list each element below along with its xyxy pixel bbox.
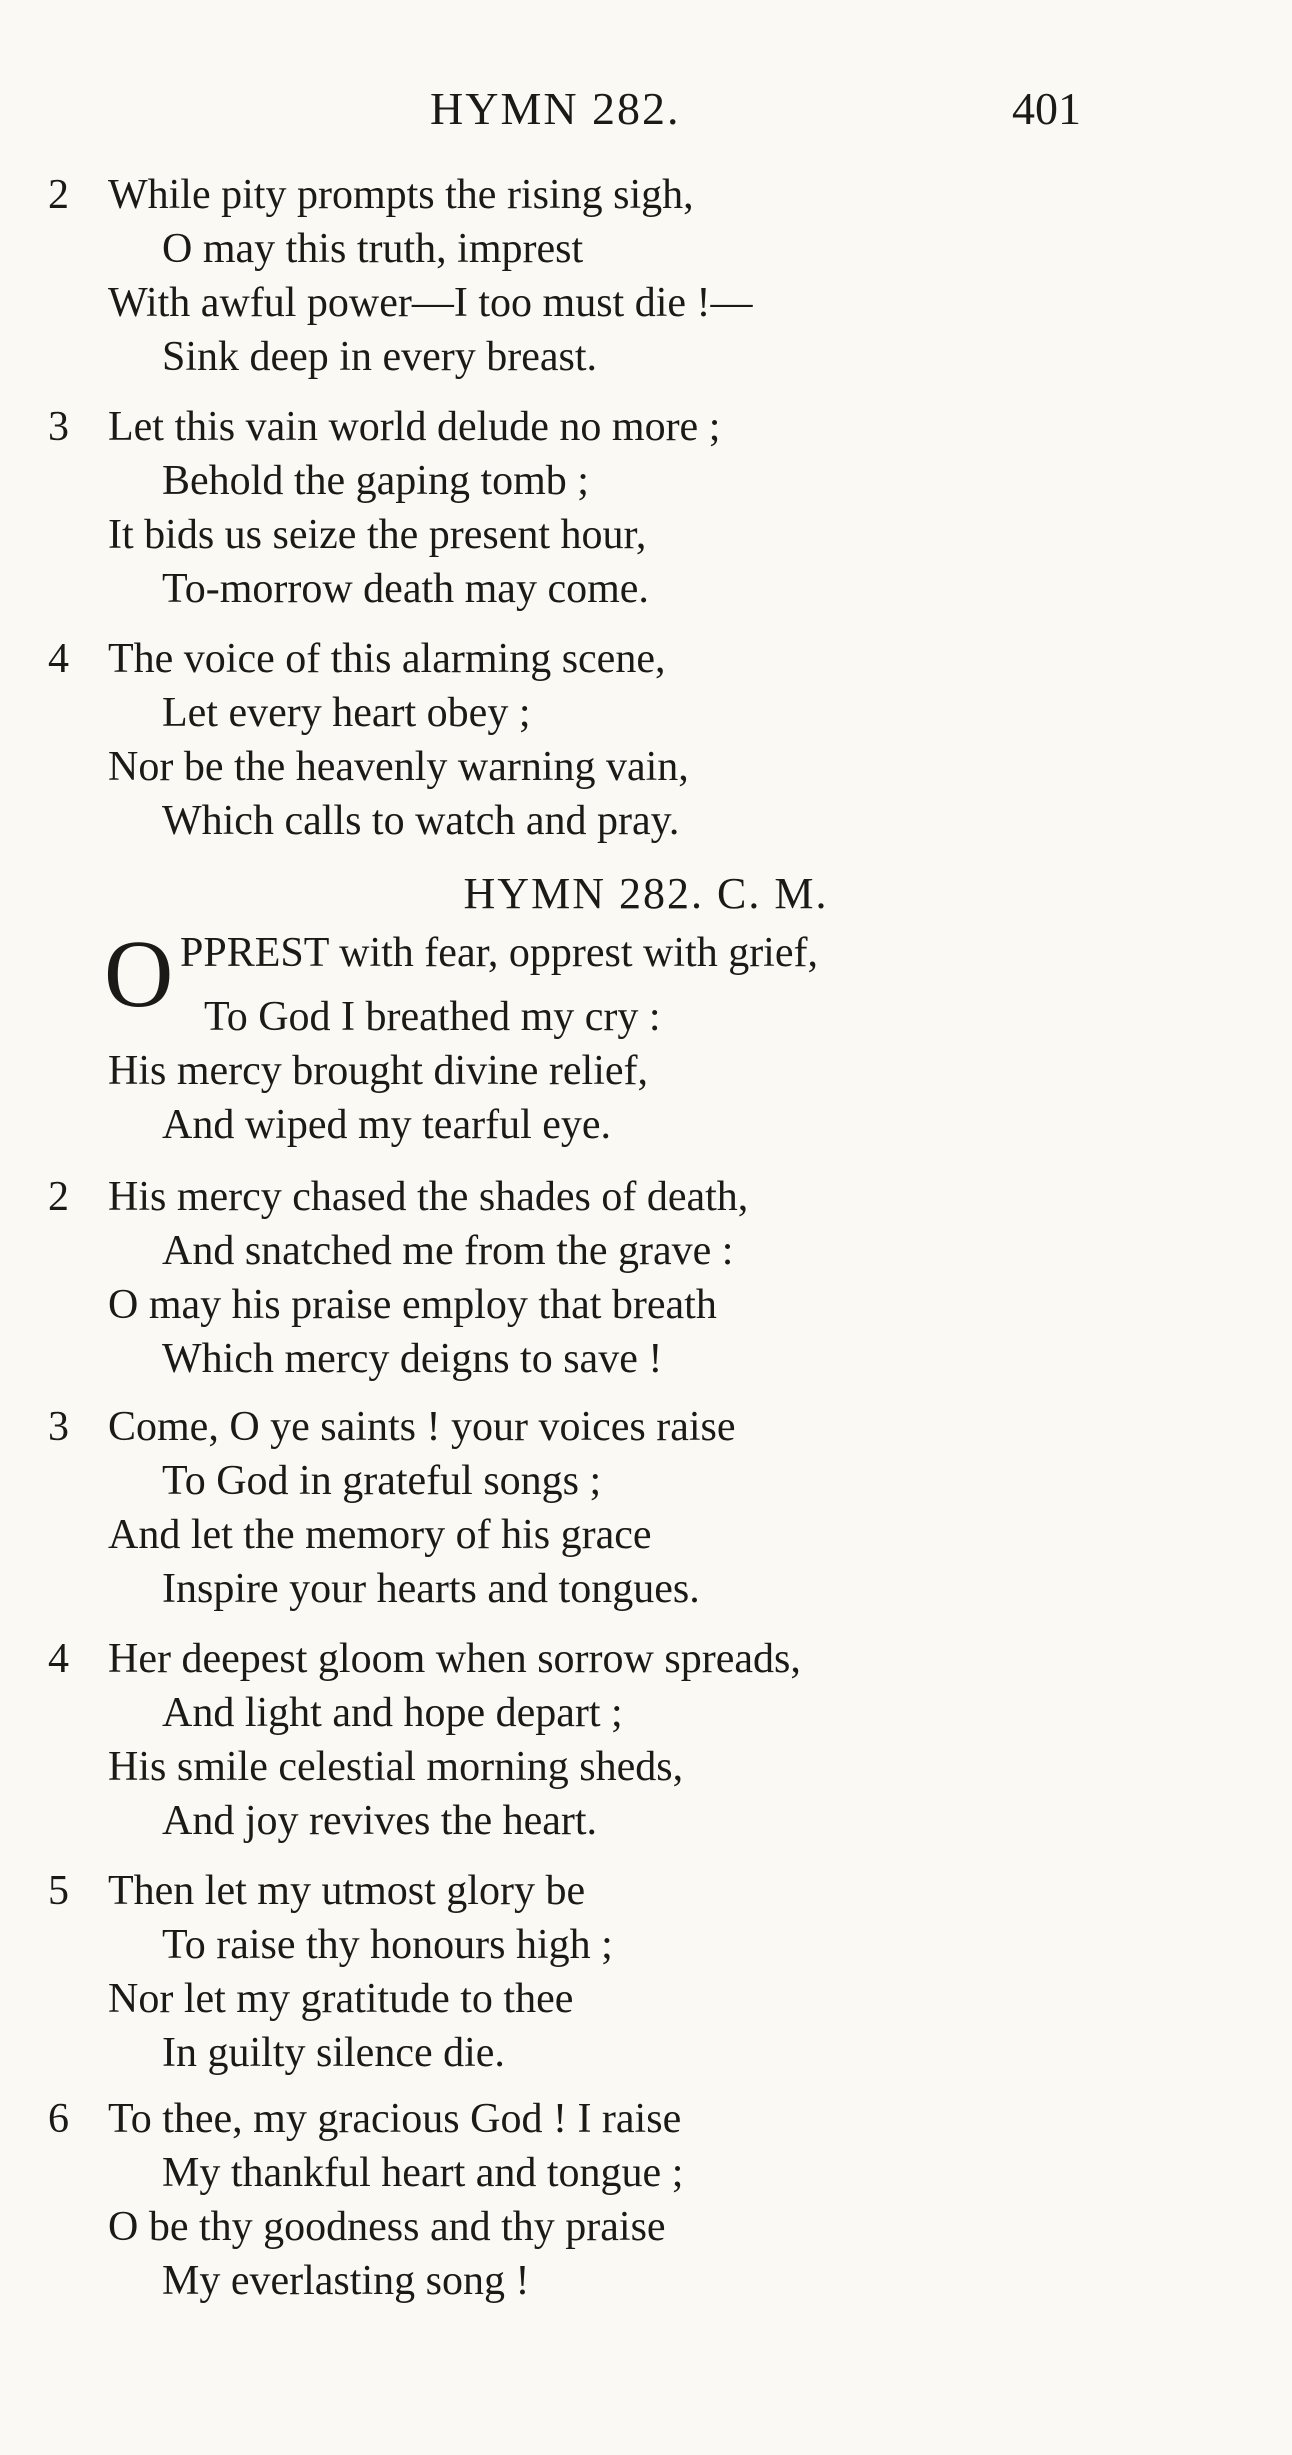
verse-line: To raise thy honours high ; xyxy=(162,1922,613,1968)
verse-line: To thee, my gracious God ! I raise xyxy=(108,2096,682,2142)
stanza-number: 4 xyxy=(48,636,69,682)
hymn-title: HYMN 282. C. M. xyxy=(463,869,829,918)
verse-line: The voice of this alarming scene, xyxy=(108,636,666,682)
running-head: HYMN 282. xyxy=(430,83,681,134)
verse-line: Which mercy deigns to save ! xyxy=(162,1336,663,1382)
verse-line: Let this vain world delude no more ; xyxy=(108,404,721,450)
hymn-stanza-4 xyxy=(0,1632,1292,1848)
prev-stanza-3 xyxy=(0,400,1292,616)
verse-line: Behold the gaping tomb ; xyxy=(162,458,589,504)
verse-line: My thankful heart and tongue ; xyxy=(162,2150,684,2196)
verse-line: Nor let my gratitude to thee xyxy=(108,1976,574,2022)
hymn-stanza-1 xyxy=(0,990,1292,1152)
stanza-number: 4 xyxy=(48,1636,69,1682)
hymn-stanza-6 xyxy=(0,2092,1292,2308)
prev-stanza-4 xyxy=(0,632,1292,848)
verse-line: His mercy brought divine relief, xyxy=(108,1048,649,1094)
prev-stanza-2 xyxy=(0,168,1292,384)
hymn-stanza-3 xyxy=(0,1400,1292,1616)
verse-line: O may his praise employ that breath xyxy=(108,1282,717,1328)
verse-line: His smile celestial morning sheds, xyxy=(108,1744,684,1790)
verse-line: Let every heart obey ; xyxy=(162,690,531,736)
verse-line: In guilty silence die. xyxy=(162,2030,505,2076)
stanza-number: 3 xyxy=(48,404,69,450)
stanza-number: 3 xyxy=(48,1404,69,1450)
hymn-stanza-2 xyxy=(0,1170,1292,1386)
verse-line: PPREST with fear, opprest with grief, xyxy=(180,930,818,976)
verse-line: O may this truth, imprest xyxy=(162,226,584,272)
verse-line: And let the memory of his grace xyxy=(108,1512,652,1558)
stanza-number: 2 xyxy=(48,172,69,218)
verse-line: Nor be the heavenly warning vain, xyxy=(108,744,689,790)
verse-line: And snatched me from the grave : xyxy=(162,1228,734,1274)
page-header xyxy=(0,82,1292,142)
verse-line: To God I breathed my cry : xyxy=(204,994,661,1040)
verse-line: With awful power—I too must die !— xyxy=(108,280,753,326)
verse-line: Come, O ye saints ! your voices raise xyxy=(108,1404,736,1450)
verse-line: Inspire your hearts and tongues. xyxy=(162,1566,700,1612)
verse-line: Then let my utmost glory be xyxy=(108,1868,586,1914)
verse-line: My everlasting song ! xyxy=(162,2258,530,2304)
verse-line: Her deepest gloom when sorrow spreads, xyxy=(108,1636,801,1682)
verse-line: O be thy goodness and thy praise xyxy=(108,2204,666,2250)
verse-line: Sink deep in every breast. xyxy=(162,334,598,380)
verse-line: And wiped my tearful eye. xyxy=(162,1102,612,1148)
hymn-stanza-5 xyxy=(0,1864,1292,2080)
drop-cap: O xyxy=(104,920,174,1027)
verse-line: And light and hope depart ; xyxy=(162,1690,623,1736)
verse-line: To God in grateful songs ; xyxy=(162,1458,602,1504)
stanza-number: 2 xyxy=(48,1174,69,1220)
verse-line: While pity prompts the rising sigh, xyxy=(108,172,694,218)
verse-line: To-morrow death may come. xyxy=(162,566,649,612)
page-number: 401 xyxy=(1012,83,1081,134)
verse-line: Which calls to watch and pray. xyxy=(162,798,680,844)
stanza-number: 6 xyxy=(48,2096,69,2142)
verse-line: And joy revives the heart. xyxy=(162,1798,598,1844)
verse-line: It bids us seize the present hour, xyxy=(108,512,647,558)
verse-line: His mercy chased the shades of death, xyxy=(108,1174,749,1220)
stanza-number: 5 xyxy=(48,1868,69,1914)
